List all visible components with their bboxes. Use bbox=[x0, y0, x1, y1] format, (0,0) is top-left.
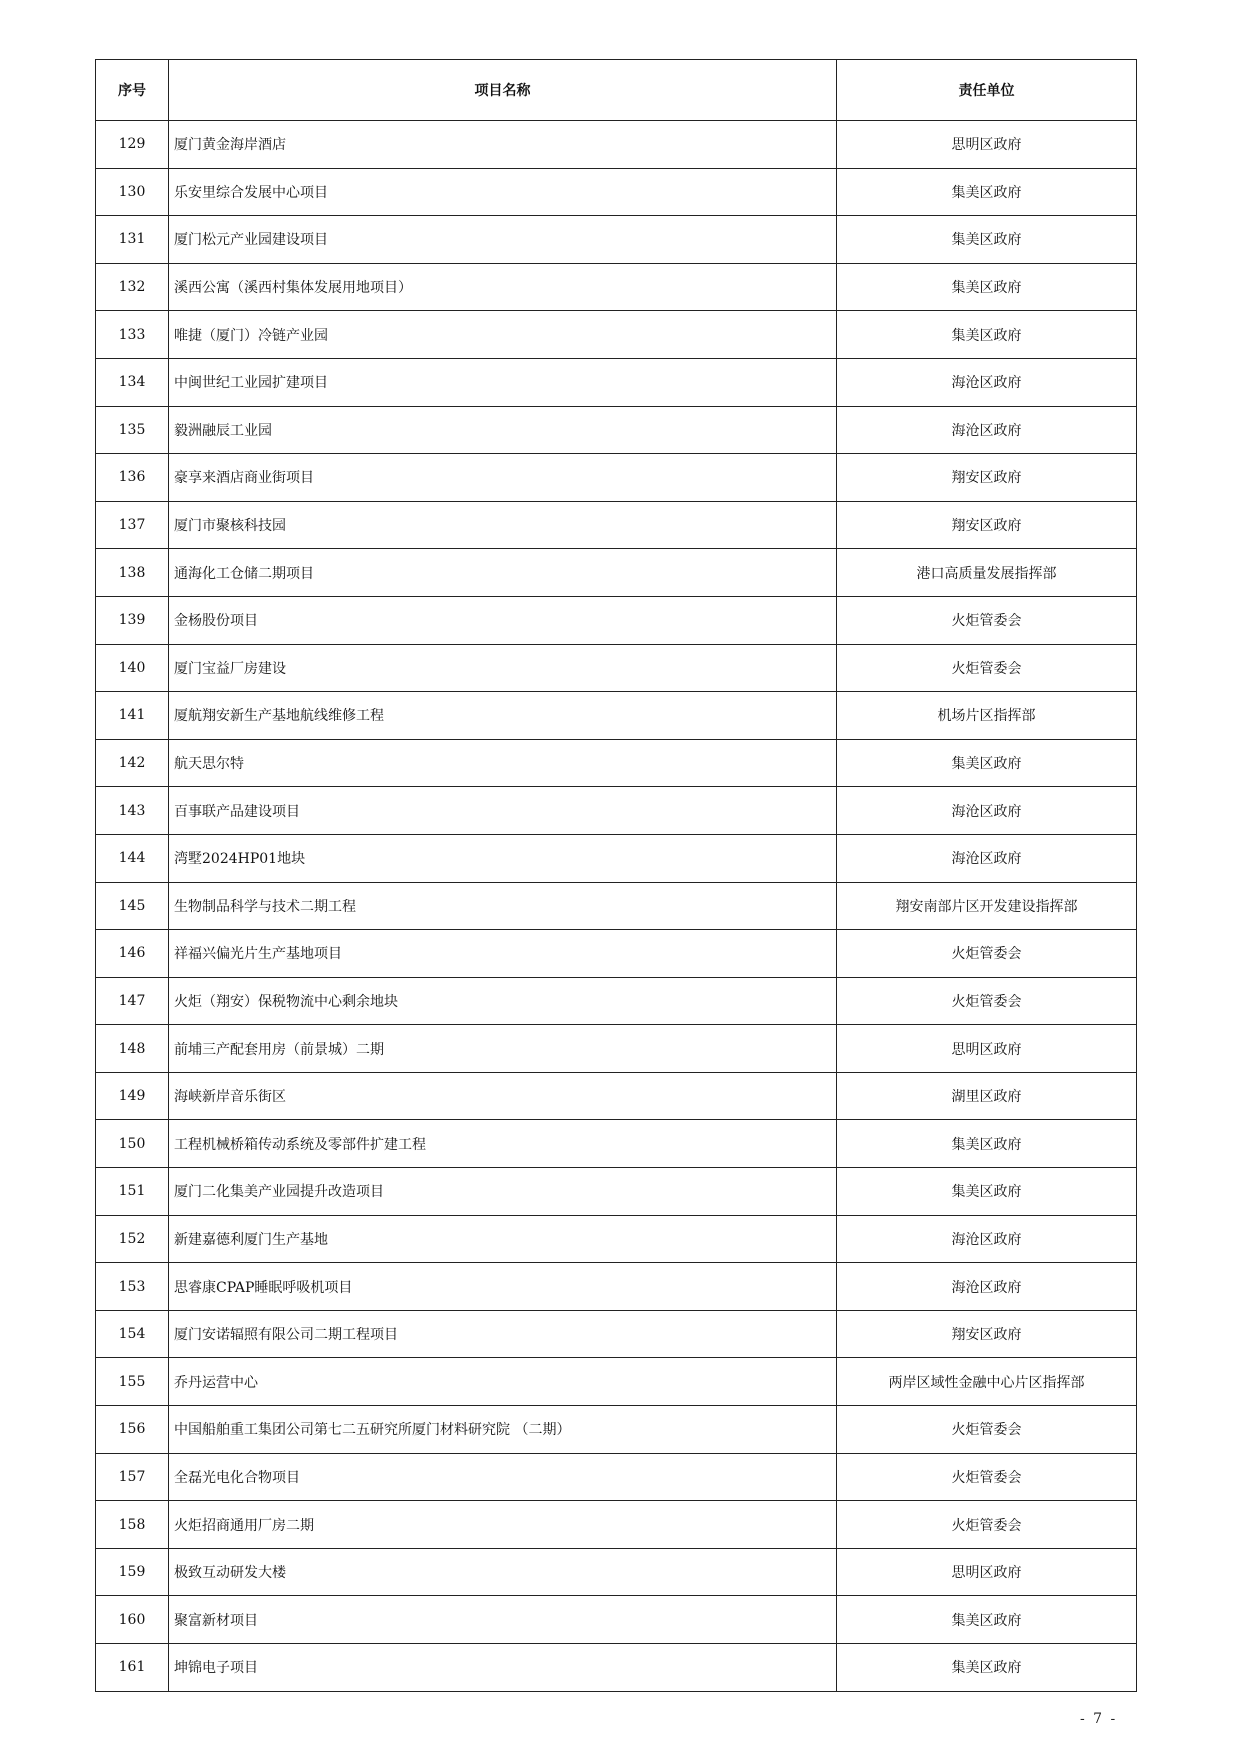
cell-seq: 130 bbox=[96, 168, 169, 216]
cell-responsible-unit: 两岸区域性金融中心片区指挥部 bbox=[837, 1358, 1137, 1406]
table-body bbox=[96, 121, 1137, 1692]
table-row bbox=[96, 1310, 1137, 1358]
table-row bbox=[96, 358, 1137, 406]
cell-responsible-unit: 集美区政府 bbox=[837, 1596, 1137, 1644]
table-row bbox=[96, 1025, 1137, 1073]
cell-project-name: 坤锦电子项目 bbox=[169, 1644, 837, 1692]
cell-project-name: 厦航翔安新生产基地航线维修工程 bbox=[169, 692, 837, 740]
cell-responsible-unit: 翔安区政府 bbox=[837, 454, 1137, 502]
cell-seq: 159 bbox=[96, 1548, 169, 1596]
table-row bbox=[96, 168, 1137, 216]
cell-project-name: 厦门黄金海岸酒店 bbox=[169, 121, 837, 169]
cell-responsible-unit: 集美区政府 bbox=[837, 216, 1137, 264]
cell-project-name: 中闽世纪工业园扩建项目 bbox=[169, 358, 837, 406]
table-row bbox=[96, 1501, 1137, 1549]
cell-seq: 135 bbox=[96, 406, 169, 454]
table-row bbox=[96, 406, 1137, 454]
cell-project-name: 新建嘉德利厦门生产基地 bbox=[169, 1215, 837, 1263]
cell-responsible-unit: 湖里区政府 bbox=[837, 1072, 1137, 1120]
cell-responsible-unit: 集美区政府 bbox=[837, 1120, 1137, 1168]
cell-responsible-unit: 集美区政府 bbox=[837, 1644, 1137, 1692]
cell-seq: 156 bbox=[96, 1406, 169, 1454]
cell-responsible-unit: 港口高质量发展指挥部 bbox=[837, 549, 1137, 597]
cell-seq: 141 bbox=[96, 692, 169, 740]
table-row bbox=[96, 454, 1137, 502]
cell-responsible-unit: 海沧区政府 bbox=[837, 1215, 1137, 1263]
cell-responsible-unit: 思明区政府 bbox=[837, 1025, 1137, 1073]
table-row bbox=[96, 1072, 1137, 1120]
table-row bbox=[96, 930, 1137, 978]
cell-project-name: 中国船舶重工集团公司第七二五研究所厦门材料研究院 （二期） bbox=[169, 1406, 837, 1454]
header-unit: 责任单位 bbox=[837, 60, 1137, 121]
cell-project-name: 火炬（翔安）保税物流中心剩余地块 bbox=[169, 977, 837, 1025]
cell-project-name: 毅洲融辰工业园 bbox=[169, 406, 837, 454]
cell-responsible-unit: 集美区政府 bbox=[837, 1168, 1137, 1216]
table-row bbox=[96, 1215, 1137, 1263]
cell-project-name: 工程机械桥箱传动系统及零部件扩建工程 bbox=[169, 1120, 837, 1168]
cell-responsible-unit: 海沧区政府 bbox=[837, 1263, 1137, 1311]
cell-seq: 140 bbox=[96, 644, 169, 692]
table-row bbox=[96, 1644, 1137, 1692]
cell-responsible-unit: 集美区政府 bbox=[837, 263, 1137, 311]
cell-responsible-unit: 思明区政府 bbox=[837, 1548, 1137, 1596]
cell-seq: 158 bbox=[96, 1501, 169, 1549]
cell-seq: 129 bbox=[96, 121, 169, 169]
cell-project-name: 厦门宝益厂房建设 bbox=[169, 644, 837, 692]
table-row bbox=[96, 739, 1137, 787]
cell-project-name: 乐安里综合发展中心项目 bbox=[169, 168, 837, 216]
table-row bbox=[96, 1453, 1137, 1501]
table-row bbox=[96, 1358, 1137, 1406]
cell-seq: 147 bbox=[96, 977, 169, 1025]
table-row bbox=[96, 549, 1137, 597]
cell-responsible-unit: 思明区政府 bbox=[837, 121, 1137, 169]
cell-project-name: 全磊光电化合物项目 bbox=[169, 1453, 837, 1501]
cell-seq: 148 bbox=[96, 1025, 169, 1073]
table-row bbox=[96, 977, 1137, 1025]
page-number: - 7 - bbox=[1080, 1711, 1118, 1727]
cell-seq: 149 bbox=[96, 1072, 169, 1120]
table-row bbox=[96, 692, 1137, 740]
cell-seq: 152 bbox=[96, 1215, 169, 1263]
cell-responsible-unit: 海沧区政府 bbox=[837, 787, 1137, 835]
cell-responsible-unit: 火炬管委会 bbox=[837, 1406, 1137, 1454]
cell-responsible-unit: 集美区政府 bbox=[837, 168, 1137, 216]
table-row bbox=[96, 1263, 1137, 1311]
cell-seq: 131 bbox=[96, 216, 169, 264]
cell-seq: 139 bbox=[96, 596, 169, 644]
table-row bbox=[96, 1548, 1137, 1596]
table-row bbox=[96, 644, 1137, 692]
cell-responsible-unit: 集美区政府 bbox=[837, 311, 1137, 359]
table-row bbox=[96, 216, 1137, 264]
project-table bbox=[95, 59, 1137, 1692]
cell-project-name: 百事联产品建设项目 bbox=[169, 787, 837, 835]
cell-seq: 145 bbox=[96, 882, 169, 930]
cell-seq: 157 bbox=[96, 1453, 169, 1501]
cell-project-name: 豪享来酒店商业街项目 bbox=[169, 454, 837, 502]
table-row bbox=[96, 311, 1137, 359]
cell-project-name: 厦门市聚核科技园 bbox=[169, 501, 837, 549]
cell-responsible-unit: 火炬管委会 bbox=[837, 596, 1137, 644]
table-row bbox=[96, 882, 1137, 930]
table-row bbox=[96, 263, 1137, 311]
cell-responsible-unit: 火炬管委会 bbox=[837, 930, 1137, 978]
cell-project-name: 通海化工仓储二期项目 bbox=[169, 549, 837, 597]
cell-responsible-unit: 火炬管委会 bbox=[837, 1501, 1137, 1549]
table-row bbox=[96, 1596, 1137, 1644]
table-row bbox=[96, 1168, 1137, 1216]
cell-project-name: 溪西公寓（溪西村集体发展用地项目） bbox=[169, 263, 837, 311]
cell-responsible-unit: 火炬管委会 bbox=[837, 977, 1137, 1025]
cell-project-name: 厦门二化集美产业园提升改造项目 bbox=[169, 1168, 837, 1216]
cell-seq: 132 bbox=[96, 263, 169, 311]
cell-seq: 136 bbox=[96, 454, 169, 502]
cell-seq: 134 bbox=[96, 358, 169, 406]
cell-seq: 155 bbox=[96, 1358, 169, 1406]
cell-project-name: 厦门松元产业园建设项目 bbox=[169, 216, 837, 264]
table-header bbox=[96, 60, 1137, 121]
cell-project-name: 祥福兴偏光片生产基地项目 bbox=[169, 930, 837, 978]
header-row bbox=[96, 60, 1137, 121]
cell-seq: 133 bbox=[96, 311, 169, 359]
cell-project-name: 海峡新岸音乐街区 bbox=[169, 1072, 837, 1120]
cell-seq: 138 bbox=[96, 549, 169, 597]
cell-seq: 144 bbox=[96, 834, 169, 882]
table-row bbox=[96, 1406, 1137, 1454]
header-name: 项目名称 bbox=[169, 60, 837, 121]
cell-project-name: 乔丹运营中心 bbox=[169, 1358, 837, 1406]
cell-seq: 150 bbox=[96, 1120, 169, 1168]
cell-seq: 137 bbox=[96, 501, 169, 549]
cell-seq: 154 bbox=[96, 1310, 169, 1358]
header-seq: 序号 bbox=[96, 60, 169, 121]
cell-seq: 142 bbox=[96, 739, 169, 787]
cell-project-name: 极致互动研发大楼 bbox=[169, 1548, 837, 1596]
cell-seq: 146 bbox=[96, 930, 169, 978]
cell-seq: 153 bbox=[96, 1263, 169, 1311]
cell-responsible-unit: 翔安区政府 bbox=[837, 1310, 1137, 1358]
cell-responsible-unit: 海沧区政府 bbox=[837, 406, 1137, 454]
cell-seq: 160 bbox=[96, 1596, 169, 1644]
cell-project-name: 聚富新材项目 bbox=[169, 1596, 837, 1644]
cell-project-name: 金杨股份项目 bbox=[169, 596, 837, 644]
cell-project-name: 航天思尔特 bbox=[169, 739, 837, 787]
cell-project-name: 湾墅2024HP01地块 bbox=[169, 834, 837, 882]
cell-project-name: 生物制品科学与技术二期工程 bbox=[169, 882, 837, 930]
cell-responsible-unit: 海沧区政府 bbox=[837, 834, 1137, 882]
cell-responsible-unit: 海沧区政府 bbox=[837, 358, 1137, 406]
table-row bbox=[96, 1120, 1137, 1168]
cell-seq: 151 bbox=[96, 1168, 169, 1216]
table-row bbox=[96, 121, 1137, 169]
cell-project-name: 前埔三产配套用房（前景城）二期 bbox=[169, 1025, 837, 1073]
cell-project-name: 火炬招商通用厂房二期 bbox=[169, 1501, 837, 1549]
cell-seq: 161 bbox=[96, 1644, 169, 1692]
table-row bbox=[96, 596, 1137, 644]
cell-responsible-unit: 机场片区指挥部 bbox=[837, 692, 1137, 740]
table-row bbox=[96, 501, 1137, 549]
cell-project-name: 厦门安诺辐照有限公司二期工程项目 bbox=[169, 1310, 837, 1358]
cell-seq: 143 bbox=[96, 787, 169, 835]
table-row bbox=[96, 787, 1137, 835]
cell-responsible-unit: 火炬管委会 bbox=[837, 644, 1137, 692]
cell-project-name: 唯捷（厦门）冷链产业园 bbox=[169, 311, 837, 359]
cell-responsible-unit: 翔安区政府 bbox=[837, 501, 1137, 549]
cell-responsible-unit: 火炬管委会 bbox=[837, 1453, 1137, 1501]
cell-responsible-unit: 集美区政府 bbox=[837, 739, 1137, 787]
cell-responsible-unit: 翔安南部片区开发建设指挥部 bbox=[837, 882, 1137, 930]
table-row bbox=[96, 834, 1137, 882]
cell-project-name: 思睿康CPAP睡眠呼吸机项目 bbox=[169, 1263, 837, 1311]
